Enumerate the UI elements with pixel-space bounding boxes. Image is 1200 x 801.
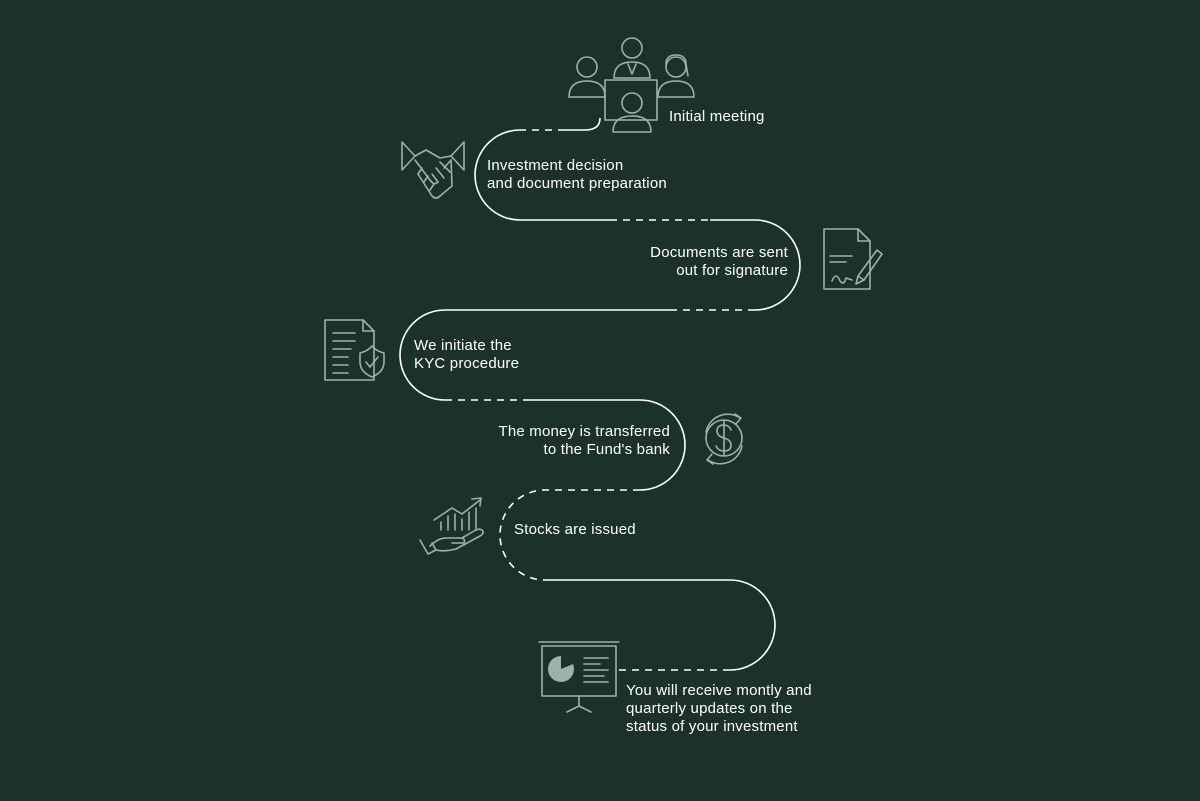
document-shield-icon [325, 320, 384, 380]
handshake-icon [402, 142, 464, 198]
signed-document-icon [824, 229, 882, 289]
step-investment-decision-label: Investment decision and document preparation [487, 157, 667, 192]
hand-growth-chart-icon [420, 498, 483, 554]
presentation-board-icon [539, 642, 619, 712]
step-documents-signature-label: Documents are sent out for signature [650, 244, 788, 279]
dollar-cycle-icon [706, 414, 742, 464]
step-updates-label: You will receive montly and quarterly updates on the status of your investment [626, 682, 812, 735]
step-money-transfer-label: The money is transferred to the Fund's bank [498, 423, 670, 458]
step-initial-meeting-label: Initial meeting [669, 108, 765, 125]
step-stocks-issued-label: Stocks are issued [514, 521, 636, 538]
step-kyc-procedure-label: We initiate the KYC procedure [414, 337, 520, 372]
